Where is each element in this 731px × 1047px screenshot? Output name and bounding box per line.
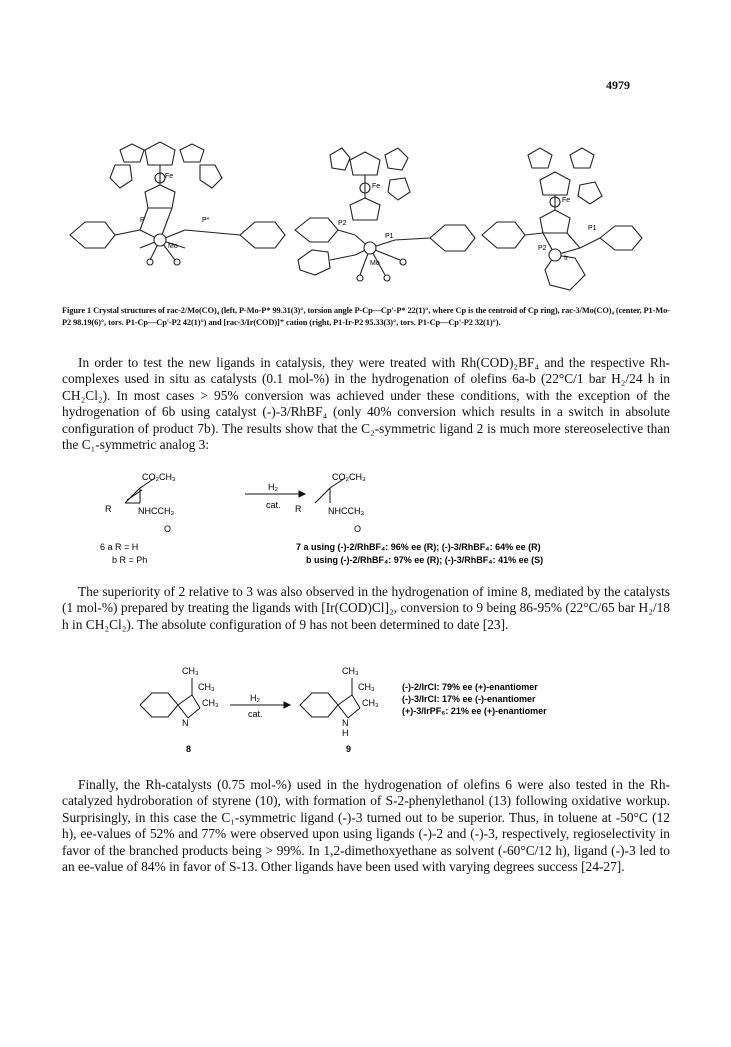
crystal-structures-figure — [60, 130, 670, 300]
p2-label-right: P2 — [538, 245, 547, 252]
product9-ch3-b: CH₃ — [362, 698, 379, 708]
result-7a: 7 a using (-)-2/RhBF₄: 96% ee (R); (-)-3/RhBF₄: 64% ee (R) — [296, 542, 541, 552]
paragraph-hydroboration: Finally, the Rh-catalysts (0.75 mol-%) used in the hydrogenation of olefins 6 were also tested in the Rh-catalyzed hydroboration of styrene (10), with formation of S-2-phenylethanol (13) following oxidative workup. Surprisingly, in this case the C₁-symmetric ligand (-)-3 turned out to be superior. Thus, in toluene at -50°C (12 h), ee-values of 52% and 77% were observed upon using ligands (-)-2 and (-)-3, respectively, regioselectivity in favor of the branched products being > 99%. In 1,2-dimethoxyethane as solvent (-60°C/12 h), ligand (-)-3 led to an ee-value of 84% in favor of S-13. Other ligands have been used with varying degrees success [24-27]. — [62, 777, 670, 875]
p-star-label: P* — [202, 217, 210, 224]
reactant8-ch3-a: CH₃ — [198, 682, 215, 692]
product9-ch3-a: CH₃ — [358, 682, 375, 692]
p2-label-center: P2 — [338, 220, 347, 227]
molecule-right — [482, 148, 642, 290]
fe-label-center: Fe — [372, 183, 381, 190]
scheme-olefin-hydrogenation — [100, 468, 620, 578]
figure-caption-label: Figure 1 — [62, 306, 92, 315]
compound-8-label: 8 — [186, 744, 192, 754]
result-line-3: (+)-3/IrPF₆: 21% ee (+)-enantiomer — [402, 706, 547, 716]
paragraph-imine-hydrogenation: The superiority of 2 relative to 3 was also observed in the hydrogenation of imine 8, mediated by the catalysts (1 mol-%) prepared by treating the ligands with [Ir(COD)Cl]₂, conversion to 9 being 86-95% (22°C/65 bar H₂/18 h in CH₂Cl₂). The absolute configuration of 9 has not been determined to date [23]. — [62, 584, 670, 632]
mo-label-left: Mo — [168, 243, 178, 250]
reactant-oxygen: O — [164, 524, 172, 534]
reactant-ester: CO₂CH₃ — [142, 472, 176, 482]
fe-label-left: Fe — [165, 173, 174, 180]
p1-label-right: P1 — [588, 225, 597, 232]
reactant-label-b: b R = Ph — [112, 555, 148, 565]
reactant8-ch3-top: CH₃ — [182, 666, 199, 676]
product-r: R — [295, 504, 302, 514]
product-ester: CO₂CH₃ — [332, 472, 366, 482]
reactant8-ch3-b: CH₃ — [202, 698, 219, 708]
compound-9-label: 9 — [346, 744, 352, 754]
mo-label-center: Mo — [370, 260, 380, 267]
result-line-1: (-)-2/IrCl: 79% ee (+)-enantiomer — [402, 682, 538, 692]
arrow1-top: H₂ — [268, 482, 278, 492]
p-label: P — [140, 217, 145, 224]
product9-ch3-top: CH₃ — [342, 666, 359, 676]
page-number: 4979 — [606, 78, 630, 92]
arrow1-bottom: cat. — [266, 500, 281, 510]
reactant-amide: NHCCH₃ — [138, 506, 175, 516]
reactant8-n: N — [182, 718, 189, 728]
molecule-center — [295, 148, 475, 281]
p1-label-center: P1 — [385, 233, 394, 240]
arrow2-bottom: cat. — [248, 709, 263, 719]
paragraph-catalysis-intro: In order to test the new ligands in catalysis, they were treated with Rh(COD)₂BF₄ and the respective Rh-complexes used in situ as catalysts (0.1 mol-%) in the hydrogenation of olefins 6a-b (22°C/1 bar H₂/24 h in CH₂Cl₂). In most cases > 95% conversion was achieved under these conditions, with the exception of the hydrogenation of 6b using catalyst (-)-3/RhBF₄ (only 40% conversion which results in a switch in absolute configuration of product 7b). The results show that the C₂-symmetric ligand 2 is much more stereoselective than the C₁-symmetric analog 3: — [62, 355, 670, 453]
fe-label-right: Fe — [562, 197, 571, 204]
figure-caption — [62, 305, 670, 328]
result-7b: b using (-)-2/RhBF₄: 97% ee (R); (-)-3/RhBF₄: 41% ee (S) — [306, 555, 544, 565]
result-line-2: (-)-3/IrCl: 17% ee (-)-enantiomer — [402, 694, 536, 704]
product9-h: H — [342, 728, 349, 738]
product-amide: NHCCH₃ — [328, 506, 365, 516]
arrow2-top: H₂ — [250, 693, 260, 703]
reactant-label-a: 6 a R = H — [100, 542, 139, 552]
product9-n: N — [342, 718, 349, 728]
figure-caption-text: Crystal structures of rac-2/Mo(CO)₄ (left, P-Mo-P* 99.31(3)°, torsion angle P-Cp—Cp'-P* 22(1)°, where Cp is the centroid of Cp ring), rac-3/Mo(CO)₄ (center, P1-Mo-P2 98.19(6)°, tors. P1-Cp—Cp'-P2 42(1)°) and [rac-3/Ir(COD)]⁺ cation (right, P1-Ir-P2 95.33(3)°, tors. P1-Cp—Cp'-P2 32(1)°). — [62, 306, 670, 327]
product-oxygen: O — [354, 524, 362, 534]
reactant-r: R — [105, 504, 112, 514]
scheme-imine-hydrogenation — [140, 660, 600, 760]
ir-label: Ir — [564, 255, 569, 262]
